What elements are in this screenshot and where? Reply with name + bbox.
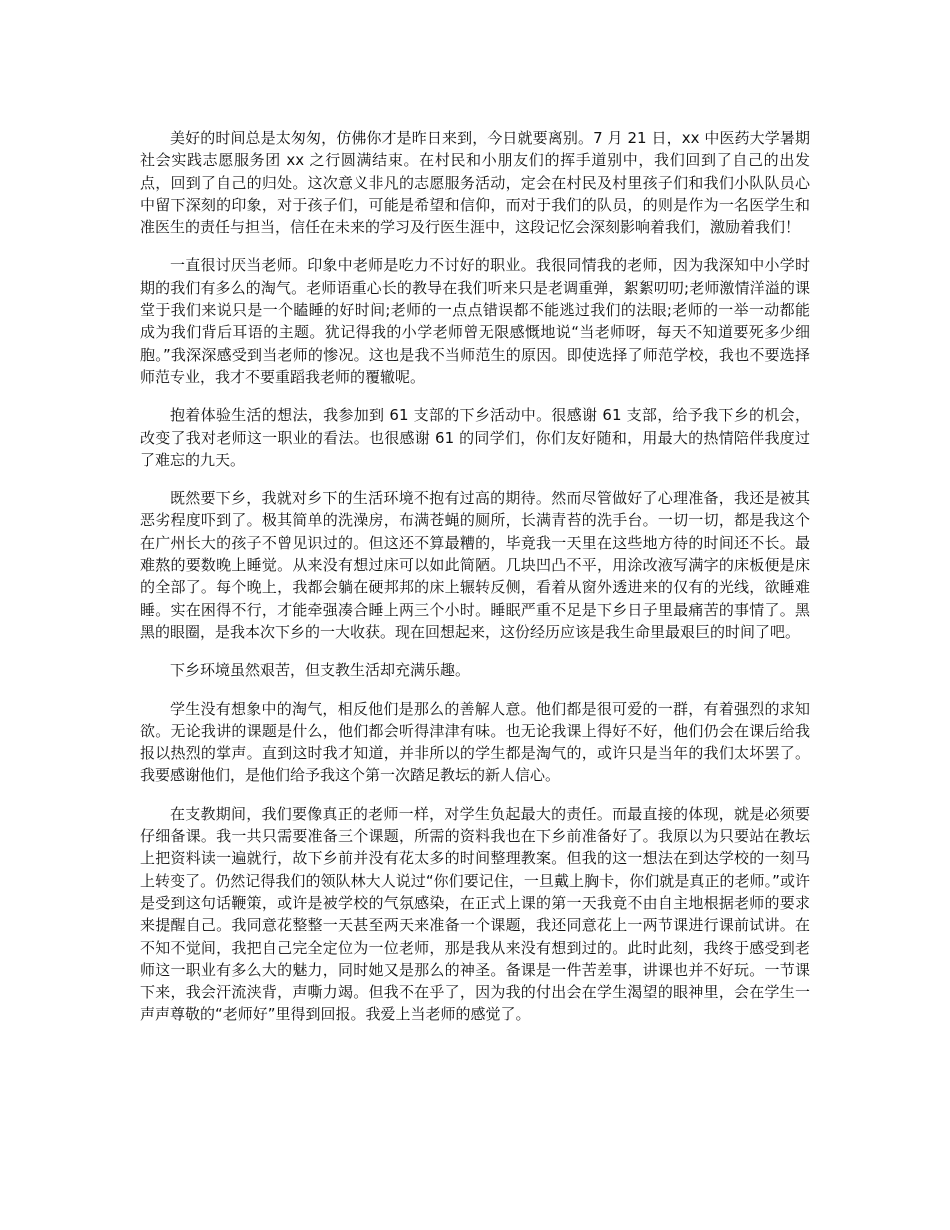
paragraph-7: 在支教期间，我们要像真正的老师一样，对学生负起最大的责任。而最直接的体现，就是必须要仔细备课。我一共只需要准备三个课题，所需的资料我也在下乡前准备好了。我原以为只要站在教坛上把资料读一遍就行，故下乡前并没有花太多的时间整理教案。但我的这一想法在到达学校的一刻马上转变了。仍然记得我们的领队林大人说过“你们要记住，一旦戴上胸卡，你们就是真正的老师。”或许是受到这句话鞭策，或许是被学校的气氛感染，在正式上课的第一天我竟不由自主地根据老师的要求来提醒自己。我同意花整整一天甚至两天来准备一个课题，我还同意花上一两节课进行课前试讲。在不知不觉间，我把自己完全定位为一位老师，那是我从来没有想到过的。此时此刻，我终于感受到老师这一职业有多么大的魅力，同时她又是那么的神圣。备课是一件苦差事，讲课也并不好玩。一节课下来，我会汗流浃背，声嘶力竭。但我不在乎了，因为我的付出会在学生渴望的眼神里，会在学生一声声尊敬的“老师好”里得到回报。我爱上当老师的感觉了。 (140, 804, 810, 1024)
paragraph-5: 下乡环境虽然艰苦，但支教生活却充满乐趣。 (170, 661, 471, 680)
paragraph-2: 一直很讨厌当老师。印象中老师是吃力不讨好的职业。我很同情我的老师，因为我深知中小学时期的我们有多么的淘气。老师语重心长的教导在我们听来只是老调重弹，絮絮叨叨;老师激情洋溢的课堂于我们来说只是一个瞌睡的好时间;老师的一点点错误都不能逃过我们的法眼;老师的一举一动都能成为我们背后耳语的主题。犹记得我的小学老师曾无限感慨地说“当老师呀，每天不知道要死多少细胞。”我深深感受到当老师的惨况。这也是我不当师范生的原因。即使选择了师范学校，我也不要选择师范专业，我才不要重蹈我老师的覆辙呢。 (140, 256, 810, 386)
paragraph-3: 抱着体验生活的想法，我参加到 61 支部的下乡活动中。很感谢 61 支部，给予我下乡的机会，改变了我对老师这一职业的看法。也很感谢 61 的同学们，你们友好随和，用最大的热情陪伴我度过了难忘的九天。 (140, 406, 810, 469)
paragraph-4: 既然要下乡，我就对乡下的生活环境不抱有过高的期待。然而尽管做好了心理准备，我还是被其恶劣程度吓到了。极其简单的洗澡房，布满苍蝇的厕所，长满青苔的洗手台。一切一切，都是我这个在广州长大的孩子不曾见识过的。但这还不算最糟的，毕竟我一天里在这些地方待的时间还不长。最难熬的要数晚上睡觉。从来没有想过床可以如此简陋。几块凹凸不平，用涂改液写满字的床板便是床的全部了。每个晚上，我都会躺在硬邦邦的床上辗转反侧，看着从窗外透进来的仅有的光线，欲睡难睡。实在困得不行，才能牵强凑合睡上两三个小时。睡眠严重不足是下乡日子里最痛苦的事情了。黑黑的眼圈，是我本次下乡的一大收获。现在回想起来，这份经历应该是我生命里最艰巨的时间了吧。 (140, 489, 810, 641)
document-body (140, 127, 810, 1042)
paragraph-1: 美好的时间总是太匆匆，仿佛你才是昨日来到，今日就要离别。7 月 21 日，xx 中医药大学暑期社会实践志愿服务团 xx 之行圆满结束。在村民和小朋友们的挥手道别中，我们回到了自己的出发点，回到了自己的归处。这次意义非凡的志愿服务活动，定会在村民及村里孩子们和我们小队队员心中留下深刻的印象，对于孩子们，可能是希望和信仰，而对于我们的队员，的则是作为一名医学生和准医生的责任与担当，信任在未来的学习及行医生涯中，这段记忆会深刻影响着我们，激励着我们！ (140, 129, 810, 237)
paragraph-6: 学生没有想象中的淘气，相反他们是那么的善解人意。他们都是很可爱的一群，有着强烈的求知欲。无论我讲的课题是什么，他们都会听得津津有味。也无论我课上得好不好，他们仍会在课后给我报以热烈的掌声。直到这时我才知道，并非所以的学生都是淘气的，或许只是当年的我们太坏罢了。我要感谢他们，是他们给予我这个第一次踏足教坛的新人信心。 (140, 699, 810, 785)
